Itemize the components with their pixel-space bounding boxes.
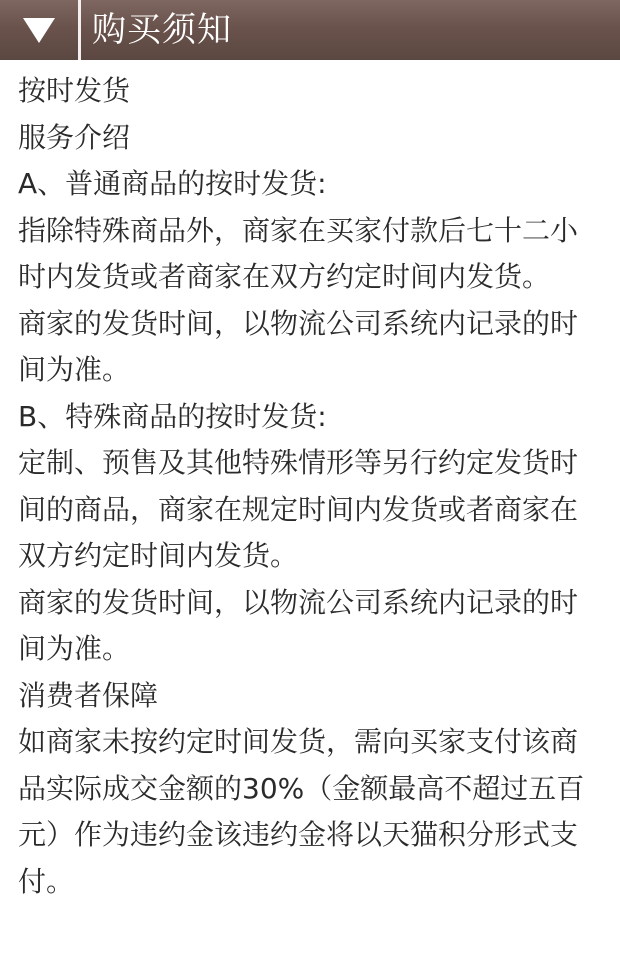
paragraph-delivery-time-basis-2: 商家的发货时间，以物流公司系统内记录的时间为准。 (18, 585, 579, 665)
notice-content (0, 60, 620, 905)
page-title: 购买须知 (92, 10, 232, 50)
paragraph-compensation-rule: 如商家未按约定时间发货，需向买家支付该商品实际成交金额的30%（金额最高不超过五百元）作为违约金该违约金将以天猫积分形式支付。 (18, 725, 585, 898)
section-heading-consumer-protection: 消费者保障 (18, 678, 159, 712)
paragraph-special-goods-rule: 定制、预售及其他特殊情形等另行约定发货时间的商品，商家在规定时间内发货或者商家在双方约定时间内发货。 (18, 446, 579, 572)
subheading-special-goods: B、特殊商品的按时发货: (18, 399, 327, 433)
triangle-down-icon (22, 16, 56, 44)
paragraph-regular-goods-rule: 指除特殊商品外，商家在买家付款后七十二小时内发货或者商家在双方约定时间内发货。 (18, 213, 579, 293)
purchase-notice-header[interactable] (0, 0, 620, 60)
paragraph-delivery-time-basis: 商家的发货时间，以物流公司系统内记录的时间为准。 (18, 306, 579, 386)
header-divider (78, 0, 81, 60)
collapse-toggle-button[interactable] (0, 0, 78, 60)
subheading-regular-goods: A、普通商品的按时发货: (18, 167, 327, 200)
section-heading-on-time-delivery: 按时发货 (18, 74, 131, 107)
section-heading-service-intro: 服务介绍 (18, 120, 131, 154)
